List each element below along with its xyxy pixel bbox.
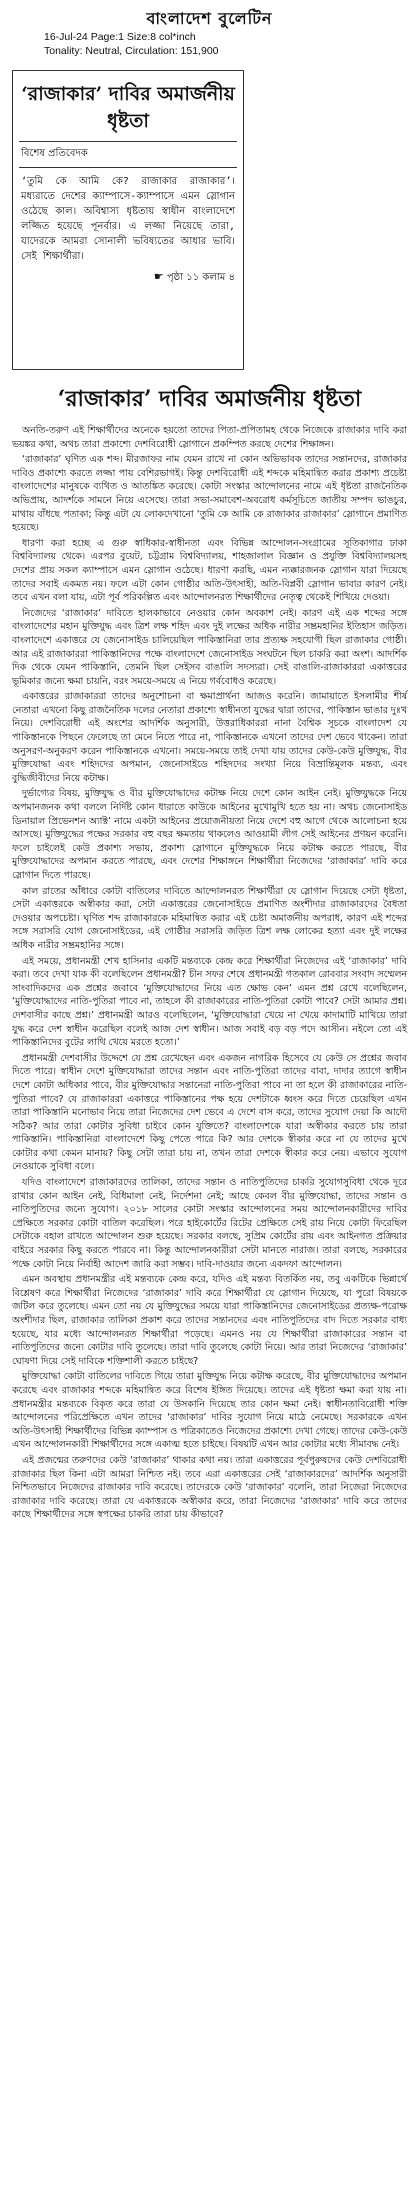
teaser-continued-note bbox=[21, 270, 235, 287]
newspaper-masthead: বাংলাদেশ বুলেটিন bbox=[146, 9, 273, 28]
article-paragraph: ধারণা করা হচ্ছে এ গুরু স্বাধিকার-স্বাধীনতা এবং বিভিন্ন আন্দোলন-সংগ্রামের সূতিকাগার ঢাকা বিশ্ববিদ্যালয় থেকে। এরপর বুয়েট, চট্টগ্রাম বিশ্ববিদ্যালয়, শাহজালাল বিজ্ঞান ও প্রযুক্তি বিশ্ববিদ্যালয়সহ দেশের প্রায় সকল ক্যাম্পাসে এমন স্লোগান ওঠেছে। ধারণা করছি, এমন ন্যক্কারজনক স্লোগান যারা দিয়েছে তাদের সবাই একমত নয়। ফলে এটা কোন গোষ্ঠীর অতি-উৎসাহী, অতি-বিপ্লবী স্লোগান ভাবার কারণ নেই। তবে এখন বলা যায়, এটা পূর্ব পরিকল্পিত এবং আন্দোলনরত শিক্ষার্থীদের নেতৃত্ব থেকেই শিখিয়ে দেওয়া। bbox=[12, 537, 407, 604]
article-paragraph: মুক্তিযোদ্ধা কোটা বাতিলের দাবিতে গিয়ে তারা মুক্তিযুদ্ধ নিয়ে কটাক্ষ করেছে, বীর মুক্তিযোদ্ধাদের অপমান করেছে এবং রাজাকার শব্দকে মহিমান্বিত করে বিশেষ ইঙ্গিত দিয়েছে। তাদের এই ধৃষ্টতা ক্ষমা করা যায় না। প্রধানমন্ত্রীর মন্তব্যকে বিকৃত করে তারা যে উসকানি দিয়েছে তার কোন ক্ষমা নেই। স্বাধীনতাবিরোধী শক্তি আন্দোলনের পরিপ্রেক্ষিতে এখন তাদের ‘রাজাকার’ দাবির সুযোগ নিয়ে মাঠে নেমেছে। সরকারকে এখন অতি-উৎসাহী শিক্ষার্থীদের বিভিন্ন ক্যাম্পাস ও পত্রিকাতেও নিজেদের প্রকাশ্যে দেখা গেছে। তাদের কেউ-কেউ এখন আন্দোলনকারী শিক্ষার্থীদের সঙ্গে একাত্ম হতে চাইছে। বিষয়টি এখন আর কোটার মধ্যে সীমাবদ্ধ নেই। bbox=[12, 1371, 407, 1451]
clip-date-page-size: 16-Jul-24 Page:1 Size:8 col*inch bbox=[44, 31, 196, 43]
article-paragraph: নিজেদের ‘রাজাকার’ দাবিতে হালকাভাবে নেওয়ার কোন অবকাশ নেই। কারণ এই এক শব্দের সঙ্গে বাংলাদেশের মহান মুক্তিযুদ্ধ এবং ত্রিশ লক্ষ শহিদ এবং দুই লক্ষের অধিক নারীর সম্ভ্রমহানির ইতিহাস জড়িত। বাংলাদেশে একাত্তরে যে জেনোসাইড চালিয়েছিল পাকিস্তানিরা তার প্রত্যক্ষ সহযোগী ছিল রাজাকার গোষ্ঠী। আর এই রাজাকাররা পাকিস্তানিদের পক্ষে বাংলাদেশে জেনোসাইড সংঘটনে ছিল চাকরি করা অংশ। আদর্শিক দিক থেকে যেমন পাকিস্তানি, তেমনি ছিল সেইসব বাঙালি সদস্যরা। সেই বাঙালি-রাজাকাররা একাত্তরের ভূমিকার জন্যে ক্ষমা চায়নি, বরং সময়ে-সময়ে এ নিয়ে গর্ববোধও করেছে। bbox=[12, 607, 407, 687]
article-paragraph: প্রধানমন্ত্রী দেশবাসীর উদ্দেশে যে প্রশ্ন রেখেছেন এবং একজন নাগরিক হিসেবে যে কেউ সে প্রশ্নের জবাব দিতে পারে। স্বাধীন দেশে মুক্তিযোদ্ধারা তাদের সন্তান এবং নাতি-পুতিরা তাদের বাবা, দাদার ত্যাগে স্বাধীন দেশে কোটা অধিকার পাবে, বীর মুক্তিযোদ্ধার সন্তানেরা নাতি-পুতিরা পাবে না তা হলে কী রাজাকারের নাতি-পুতিরা পাবে? যে রাজাকাররা একাত্তরে পাকিস্তানের পক্ষ হয়ে দেশটাকে ধ্বংস করে দিতে চেয়েছিল এখন তারা পাকিস্তানি মনোভাব নিয়ে তারা নিজেদের দেশ ভেবে এ দেশে বাস করে, তাদের সুযোগ দেয়া কি আদৌ সঠিক? আর তারা কোটার সুবিধা চাইবে কোন যুক্তিতে? বাংলাদেশকে যারা অস্বীকার করতে চায় তারা পাকিস্তানি। পাকিস্তানিরা বাংলাদেশে কিছু পেতে পারে কি? আর দেশকে স্বীকার করে না যে তাদের মুখে কোটার কথা কেমন মানায়? কিছু সেটা তারা চায় না, তখন তারা দেশকে স্বীকার করে নেয়। এভাবে সুযোগ নেওয়াকে সুবিধা বলে। bbox=[12, 1052, 407, 1173]
article-paragraph: কাল রাতের আঁধারে কোটা বাতিলের দাবিতে আন্দোলনরত শিক্ষার্থীরা যে স্লোগান দিয়েছে সেটা ধৃষ্টতা, সেটা একাত্তরকে অস্বীকার করা, সেটা একাত্তরের জেনোসাইডে প্রমাণিত অংশীদার রাজাকারদের বৈধতা দেওয়ার অপচেষ্টা। ঘৃণিত শব্দ রাজাকারকে মহিমান্বিত করার এই চেষ্টা অমার্জনীয় অপরাধ, কারণ এই শব্দের সঙ্গে সরাসরি যোগ জেনোসাইডের, এই গোষ্ঠীর সরাসরি জড়িত ত্রিশ লক্ষ লোকের হত্যা এবং দুই লক্ষের অধিক নারীর সম্ভ্রমহানির সঙ্গে। bbox=[12, 885, 407, 951]
article-paragraph: একাত্তরের রাজাকাররা তাদের অনুশোচনা বা ক্ষমাপ্রার্থনা আজও করেনি। জামায়াতে ইসলামীর শীর্ষ নেতারা এখনো কিছু রাজনৈতিক দলের নেতারা প্রকাশ্যে স্বাধীনতা যুদ্ধের দ্বারা তাদের, পাকিস্তান ভাঙার দুঃখ নিয়ে। দেশবিরোধী এই অংশের আদর্শিক অনুসারী, উত্তরাধিকাররা নানা বৈশ্বিক সূচকে বাংলাদেশ যে পাকিস্তানকে পিছনে ফেলেছে তা মেনে নিতে পারে না, পাকিস্তানকে এখনো তাদের দেশ ভেবে থাকেন। তারা অনুসরণ-অনুকরণ করেন পাকিস্তানকে এখনো। সময়ে-সময়ে তাই দেখা যায় তাদের কেউ-কেউ মুক্তিযুদ্ধ, বীর মুক্তিযোদ্ধা এবং শহিদদের অপমান, জেনোসাইডে শহিদদের সংখ্যা নিয়ে বিভ্রান্তিমূলক মন্তব্য, এবং বুদ্ধিজীবীদের নিয়ে কটাক্ষ। bbox=[12, 691, 407, 784]
front-page-teaser-box bbox=[12, 70, 244, 370]
article-paragraph: ‘রাজাকার’ ঘৃণিত এক শব্দ। মীরজাফর নাম যেমন রাখে না কোন অভিভাবক তাদের সন্তানদের, রাজাকার দাবিও প্রকাশ্যে করতে লজ্জা পায় বেশিরভাগই। কিন্তু দেশবিরোধী এই শব্দকে মহিমান্বিত করার প্রকাশ্য প্রচেষ্টা বাংলাদেশের মানুষকে ব্যথিত ও আতঙ্কিত করেছে। কোটা সংস্কার আন্দোলনের নামে এই ধৃষ্টতা রাজনৈতিক অভিপ্রায়, আদর্শকে সামনে নিয়ে এসেছে। তারা সভা-সমাবেশ-অবরোধ কর্মসূচিতে জাতীয় সম্পদ ভাঙচুর, মাথায় বাঁধছে পতাকা; কিন্তু এটা যে লোকদেখানো ‘তুমি কে আমি কে রাজাকার রাজাকার’ স্লোগানে প্রমাণিত হয়েছে। bbox=[12, 454, 407, 534]
article-paragraph: যদিও বাংলাদেশে রাজাকারদের তালিকা, তাদের সন্তান ও নাতিপুতিদের চাকরি সুযোগসুবিধা থেকে দূরে রাখার কোন আইন নেই, বিধিমালা নেই, নির্দেশনা নেই; আছে কেবল বীর মুক্তিযোদ্ধা, তাদের সন্তান ও নাতিপুতিদের জন্যে সুযোগ। ২০১৮ সালের কোটা সংস্কার আন্দোলনের সময় আন্দোলনকারীদের দাবির প্রেক্ষিতে সরকার কোটা বাতিল করেছিল। পরে হাইকোর্টের রিটের প্রেক্ষিতে সেই রায় নিয়ে কোটা ফিরেছিল সেটাকে বহাল রাখতে আন্দোলন শুরু হয়েছে। সরকার বলছে, সুপ্রিম কোর্টের রায় এবং আইনগত প্রক্রিয়ার বাইরে সরকার কিছু করতে পারবে না। কিন্তু আন্দোলনকারীরা সেটা মানতে নারাজ। তারা বলছে, সরকারের পক্ষে কোটা নিয়ে নির্বাহী আদেশ জারি করা সম্ভব। দাবি-দাওয়ার জন্যে একদফা আন্দোলন। bbox=[12, 1177, 407, 1270]
article-headline: ‘রাজাকার’ দাবির অমার্জনীয় ধৃষ্টতা bbox=[57, 386, 362, 412]
clip-tonality-circulation: Tonality: Neutral, Circulation: 151,900 bbox=[44, 45, 219, 57]
article-body bbox=[12, 424, 407, 1524]
article-paragraph: অনতি-তরুণ এই শিক্ষার্থীদের অনেকে হয়তো তাদের পিতা-প্রপিতামহ থেকে নিজেকে রাজাকার দাবি করা ভয়ঙ্কর কথা, অথচ তারা প্রকাশ্যে দেশবিরোধী স্লোগানে প্রকম্পিত করছে দেশের শিক্ষাঙ্গন। bbox=[12, 425, 407, 450]
article-paragraph: এই প্রজন্মের তরুণদের কেউ ‘রাজাকার’ থাকার কথা নয়। তারা একাত্তরের পূর্বপুরুষদের কেউ দেশবিরোধী রাজাকার ছিল কিনা এটা আমরা নিশ্চিত নই। তবে এরা একাত্তরের সেই ‘রাজাকারদের’ আদর্শিক অনুসারী নিশ্চিতভাবে নিজেদের রাজাকার দাবি করেছে। তাদেরকে কেউ ‘রাজাকার’ বলেনি, তারা নিজেরা নিজেদের রাজাকার দাবি করেছে। তারা যে একাত্তরকে অস্বীকার করে, তারা নিজেদের ‘রাজাকার’ দাবি করে তাদের কাছে শিক্ষার্থীদের সঙ্গে স্বপক্ষের চাকরি তারা চায় কীভাবে? bbox=[12, 1454, 407, 1521]
article-paragraph: দুর্ভাগ্যের বিষয়, মুক্তিযুদ্ধ ও বীর মুক্তিযোদ্ধাদের কটাক্ষ নিয়ে দেশে কোন আইন নেই। মুক্তিযুদ্ধকে নিয়ে অপমানজনক কথা বললে নির্দিষ্ট কোন ধারাতে কাউকে আইনের মুখোমুখি হতে হয় না। অথচ জেনোসাইড ডিনায়াল প্রিভেনশন অ্যাক্ট’ নামে একটা আইনের প্রয়োজনীয়তা নিয়ে দেশে বহু আগে থেকে আলোচনা হয়ে আসছে। মুক্তিযুদ্ধের পক্ষের সরকার বহু বছর ক্ষমতায় থাকলেও আওয়ামী লীগ সেই আইনের প্রণয়ন করেনি। ফলে চাইলেই কেউ প্রকাশ্য সভায়, প্রকাশ্য স্লোগানে মুক্তিযুদ্ধকে নিয়ে কটাক্ষ করতে পারছে, বীর মুক্তিযোদ্ধাদের অপমান করতে পারছে, এবং দেশের শিক্ষাঙ্গনে শিক্ষার্থীরা নিজেদের ‘রাজাকার’ দাবি করে স্লোগান দিতে পারছে। bbox=[12, 788, 407, 881]
article-paragraph: এমন অবস্থায় প্রধানমন্ত্রীর এই মন্তব্যকে কেন্দ্র করে, যদিও এই মন্তব্য বিতর্কিত নয়, তবু একটিকে ভিন্নার্থে বিশ্লেষণ করে শিক্ষার্থীরা নিজেদের ‘রাজাকার’ দাবি করে শিক্ষার্থীরা যে স্লোগান দিয়েছে, যা পুরো বিষয়কে জটিল করে তুলেছে। এমন তো নয় যে মুক্তিযুদ্ধের সময়ে যারা পাকিস্তানিদের জেনোসাইডের প্রত্যক্ষ-পরোক্ষ অংশীদার ছিল, রাজাকার তালিকা প্রকাশ করে তাদের সন্তানদের এবং নাতিপুতিদের বাদ দিতে সরকার বাধ্য হয়েছে, যার মধ্যে আন্দোলনরত শিক্ষার্থীরা পড়েছে। এমনও নয় যে শিক্ষার্থীরা রাজাকারের সন্তান বা নাতিপুতিদের জন্যে কোটার দাবি তুলেছে। তারা দাবি তুলেছে কোটা নিয়ে। আর তারা নিজেদের ‘রাজাকার’ ঘোষণা দিয়ে সেই দাবিকে শক্তিশালী করতে চাইছে? bbox=[12, 1274, 407, 1367]
article-paragraph: এই সময়ে, প্রধানমন্ত্রী শেখ হাসিনার একটি মন্তব্যকে কেন্দ্র করে শিক্ষার্থীরা নিজেদের এই ‘রাজাকার’ দাবি করা। তবে দেখা যাক কী বলেছিলেন প্রধানমন্ত্রী? চীন সফর শেষে প্রধানমন্ত্রী গতকাল রোববার সংবাদ সম্মেলন সাংবাদিকদের এক প্রশ্নের জবাবে ‘মুক্তিযোদ্ধাদের নিয়ে এত ক্ষোভ কেন’ এমন প্রশ্ন রেখে বলেছিলেন, ‘মুক্তিযোদ্ধাদের নাতি-পুতিরা পাবে না, তাহলে কী রাজাকারের নাতি-পুতিরা কোটা পাবে? সেটা আমার প্রশ্ন। দেশবাসীর কাছে প্রশ্ন।’ প্রধানমন্ত্রী আরও বলেছিলেন, ‘মুক্তিযোদ্ধারা খেয়ে না খেয়ে কাদামাটি মাখিয়ে তারা যুদ্ধ করে দেশ স্বাধীন করেছিল বলেই আজ দেশ স্বাধীন। আজ সবাই বড় বড় পদে আসীন। নইলে তো এই পাকিস্তানিদের বুটের লাথি খেয়ে মরতে হতো।’ bbox=[12, 955, 407, 1049]
teaser-body: ‘তুমি কে আমি কে? রাজাকার রাজাকার’। মধ্যরাতে দেশের ক্যাম্পাসে-ক্যাম্পাসে এমন স্লোগান ওঠেছে কাল। অবিশ্বাস্য ধৃষ্টতায় স্বাধীন বাংলাদেশে লজ্জিত হয়েছে পূনর্বার। এ লজ্জা নিয়েছে তারা, যাদেরকে আমরা সোনালী ভবিষ্যতের আধার ভাবি। সেই শিক্ষার্থীরা। bbox=[21, 176, 235, 262]
pointing-hand-icon: ☛ bbox=[153, 270, 164, 283]
teaser-headline: ‘রাজাকার’ দাবির অমার্জনীয় ধৃষ্টতা bbox=[19, 77, 237, 142]
teaser-continued-text: পৃষ্ঠা ১১ কলাম ৪ bbox=[166, 272, 235, 283]
clip-metadata bbox=[44, 30, 374, 58]
teaser-byline: বিশেষ প্রতিবেদক bbox=[19, 142, 237, 168]
